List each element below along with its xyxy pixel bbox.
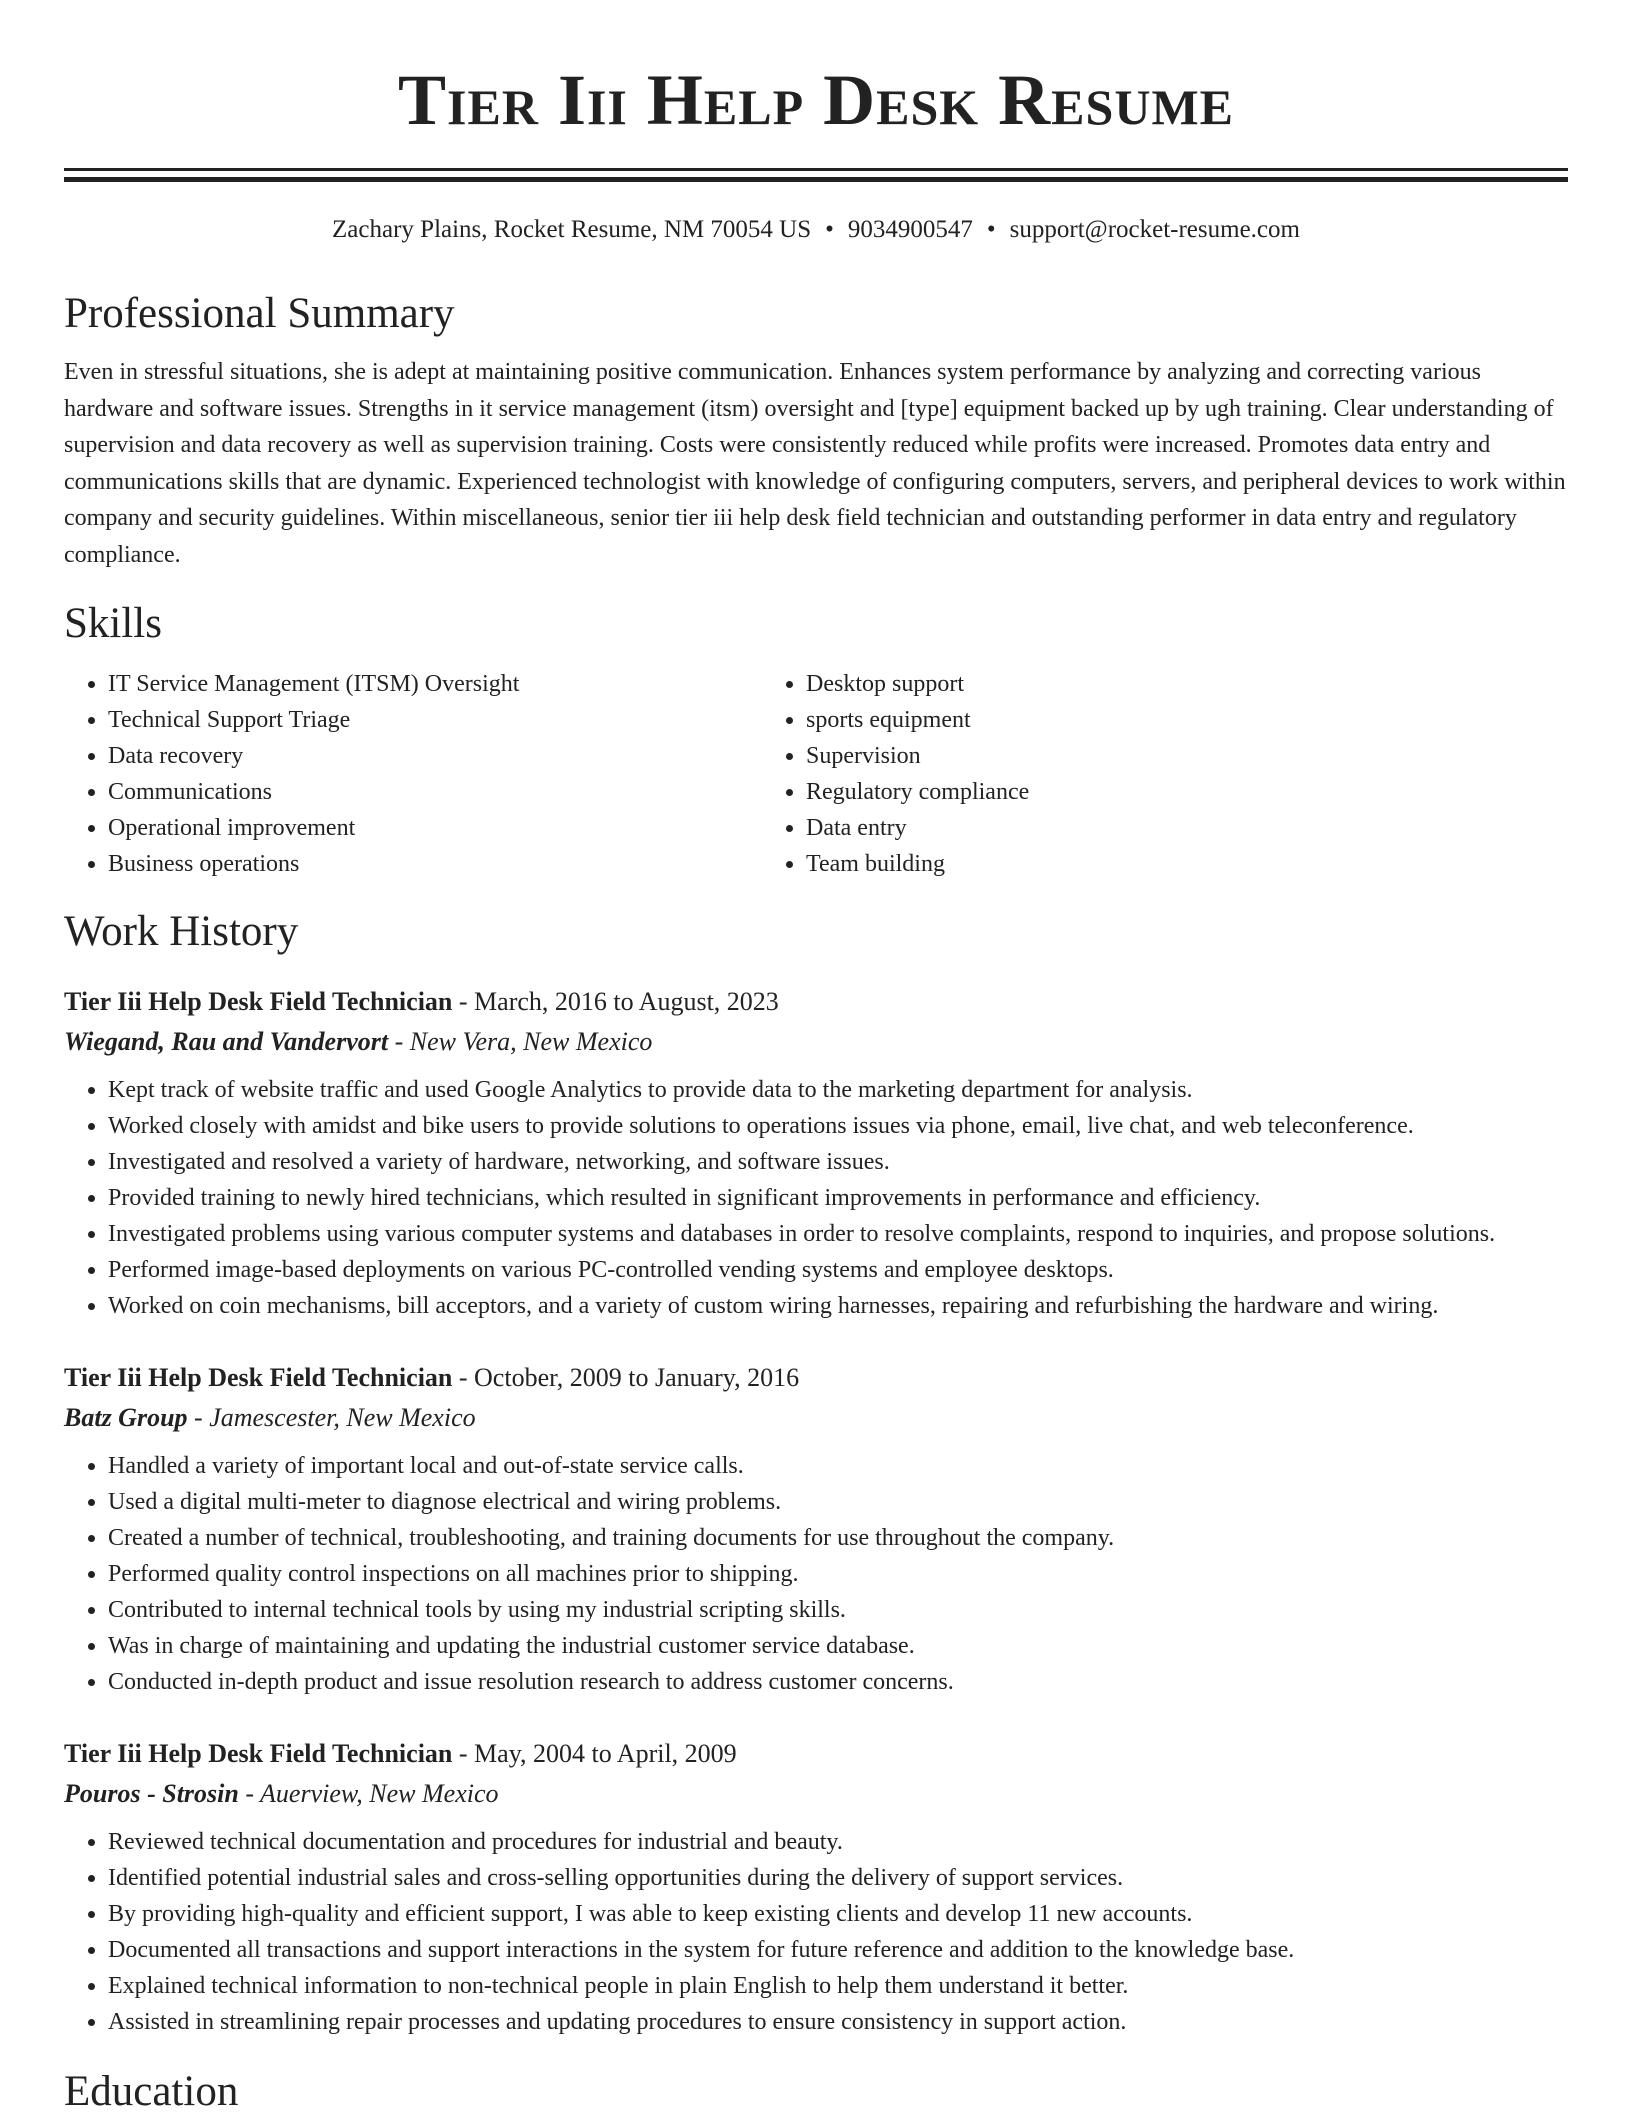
job-title-line: [64, 1358, 1568, 1398]
skill-item: • Data recovery: [108, 738, 762, 774]
skill-item: • sports equipment: [806, 702, 1029, 738]
job-bullet: • Performed image-based deployments on various PC-controlled vending systems and employee desktops.: [108, 1252, 1568, 1288]
job-title-line: [64, 1734, 1568, 1774]
job-company: Wiegand, Rau and Vandervort: [64, 1026, 389, 1056]
job-bullet: • Reviewed technical documentation and procedures for industrial and beauty.: [108, 1824, 1568, 1860]
job-company: Batz Group: [64, 1402, 188, 1432]
job-bullet: • Assisted in streamlining repair processes and updating procedures to ensure consistency in support action.: [108, 2004, 1568, 2040]
job-role: Tier Iii Help Desk Field Technician: [64, 986, 453, 1016]
section-title-education: Education: [64, 2067, 239, 2115]
job-bullet: • Handled a variety of important local and out-of-state service calls.: [108, 1448, 1568, 1484]
job-company-line: [64, 1022, 1568, 1062]
section-title-work-history: Work History: [64, 907, 299, 955]
job-bullet: • Explained technical information to non-technical people in plain English to help them understand it better.: [108, 1968, 1568, 2004]
job-bullet: • Investigated and resolved a variety of hardware, networking, and software issues.: [108, 1144, 1568, 1180]
section-title-skills: Skills: [64, 599, 162, 647]
skill-item: • Regulatory compliance: [806, 774, 1029, 810]
job-bullet: • Performed quality control inspections on all machines prior to shipping.: [108, 1556, 1568, 1592]
job-bullets: [64, 1448, 1568, 1700]
skill-item: • Desktop support: [806, 666, 1029, 702]
resume-name-heading: Tier Iii Help Desk Resume: [398, 60, 1234, 140]
skills-column-right: [762, 666, 1029, 882]
summary-paragraph: Even in stressful situations, she is adept at maintaining positive communication. Enhances system performance by analyzing and correcting various hardware and software issues. Strengths in it service management (itsm) oversight and [type] equipment backed up by ugh training. Clear understanding of supervision and data recovery as well as supervision training. Costs were consistently reduced while profits were increased. Promotes data entry and communications skills that are dynamic. Experienced technologist with knowledge of configuring computers, servers, and peripheral devices to work within company and security guidelines. Within miscellaneous, senior tier iii help desk field technician and outstanding performer in data entry and regulatory compliance.: [64, 359, 1566, 568]
skill-item: • Business operations: [108, 846, 762, 882]
job-bullet: • Created a number of technical, troubleshooting, and training documents for use throughout the company.: [108, 1520, 1568, 1556]
skill-item: • Data entry: [806, 810, 1029, 846]
job-bullet: • Contributed to internal technical tools by using my industrial scripting skills.: [108, 1592, 1568, 1628]
contact-email: support@rocket-resume.com: [1009, 216, 1300, 243]
skills-column-left: [64, 666, 762, 882]
job-location: - Auerview, New Mexico: [238, 1778, 499, 1808]
job-company-line: [64, 1398, 1568, 1438]
job-bullet: • Worked on coin mechanisms, bill acceptors, and a variety of custom wiring harnesses, repairing and refurbishing the hardware and wiring.: [108, 1288, 1568, 1324]
contact-line: [64, 214, 1568, 246]
job-location: - New Vera, New Mexico: [388, 1026, 653, 1056]
job-bullet: • By providing high-quality and efficient support, I was able to keep existing clients and develop 11 new accounts.: [108, 1896, 1568, 1932]
job-dates: - May, 2004 to April, 2009: [452, 1738, 737, 1768]
job-bullet: • Identified potential industrial sales and cross-selling opportunities during the delivery of support services.: [108, 1860, 1568, 1896]
contact-address: Zachary Plains, Rocket Resume, NM 70054 US: [332, 216, 812, 243]
job-bullet: • Documented all transactions and support interactions in the system for future reference and addition to the knowledge base.: [108, 1932, 1568, 1968]
header-divider-bottom: [64, 177, 1568, 182]
header-divider-top: [64, 168, 1568, 171]
job-bullet: • Provided training to newly hired technicians, which resulted in significant improvements in performance and efficiency.: [108, 1180, 1568, 1216]
job-bullets: [64, 1072, 1568, 1324]
skill-item: • Technical Support Triage: [108, 702, 762, 738]
job-role: Tier Iii Help Desk Field Technician: [64, 1362, 453, 1392]
job-entry: [64, 1734, 1568, 2040]
section-title-summary: Professional Summary: [64, 290, 455, 337]
contact-separator: •: [825, 216, 834, 243]
skills-list: [64, 666, 1568, 882]
job-bullet: • Used a digital multi-meter to diagnose electrical and wiring problems.: [108, 1484, 1568, 1520]
job-dates: - October, 2009 to January, 2016: [452, 1362, 800, 1392]
job-company: Pouros - Strosin: [64, 1778, 239, 1808]
job-bullet: • Was in charge of maintaining and updating the industrial customer service database.: [108, 1628, 1568, 1664]
job-role: Tier Iii Help Desk Field Technician: [64, 1738, 453, 1768]
job-company-line: [64, 1774, 1568, 1814]
skill-item: • Supervision: [806, 738, 1029, 774]
job-bullet: • Worked closely with amidst and bike users to provide solutions to operations issues via phone, email, live chat, and web teleconference.: [108, 1108, 1568, 1144]
job-dates: - March, 2016 to August, 2023: [452, 986, 779, 1016]
skill-item: • Team building: [806, 846, 1029, 882]
job-location: - Jamescester, New Mexico: [187, 1402, 476, 1432]
job-bullets: [64, 1824, 1568, 2040]
contact-phone: 9034900547: [847, 216, 973, 243]
job-bullet: • Conducted in-depth product and issue resolution research to address customer concerns.: [108, 1664, 1568, 1700]
job-entry: [64, 982, 1568, 1324]
job-bullet: • Investigated problems using various computer systems and databases in order to resolve complaints, respond to inquiries, and propose solutions.: [108, 1216, 1568, 1252]
job-title-line: [64, 982, 1568, 1022]
job-entry: [64, 1358, 1568, 1700]
contact-separator: •: [986, 216, 996, 243]
job-bullet: • Kept track of website traffic and used Google Analytics to provide data to the marketing department for analysis.: [108, 1072, 1568, 1108]
skill-item: • IT Service Management (ITSM) Oversight: [108, 666, 762, 702]
skill-item: • Operational improvement: [108, 810, 762, 846]
skill-item: • Communications: [108, 774, 762, 810]
